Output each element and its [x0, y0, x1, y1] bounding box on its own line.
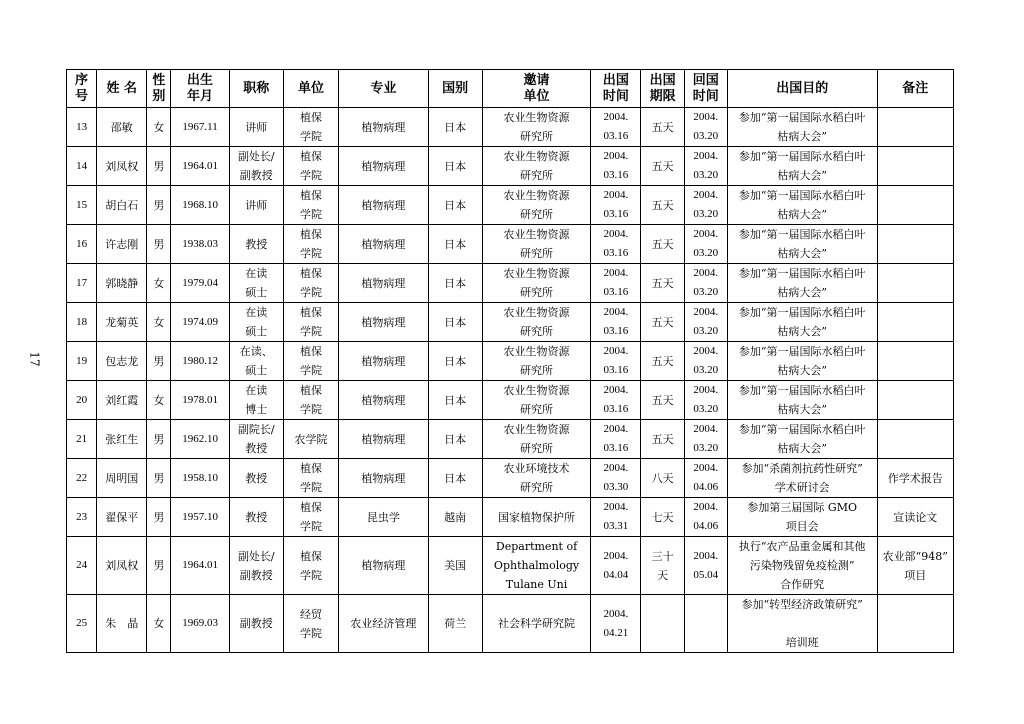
- cell-note: [877, 186, 953, 225]
- cell-note: 农业部“948” 项目: [877, 537, 953, 595]
- cell-country: 日本: [428, 303, 482, 342]
- cell-depart: 2004. 04.21: [591, 595, 641, 653]
- cell-return: 2004. 04.06: [684, 459, 727, 498]
- cell-unit: 植保 学院: [283, 186, 338, 225]
- cell-depart: 2004. 03.16: [591, 303, 641, 342]
- cell-unit: 经贸 学院: [283, 595, 338, 653]
- cell-purpose: 参加“第一届国际水稻白叶 枯病大会”: [727, 303, 877, 342]
- cell-depart: 2004. 03.16: [591, 381, 641, 420]
- cell-country: 日本: [428, 381, 482, 420]
- cell-duration: 七天: [641, 498, 684, 537]
- cell-major: 植物病理: [339, 303, 428, 342]
- cell-inviter: 农业生物资源 研究所: [482, 342, 590, 381]
- cell-major: 植物病理: [339, 264, 428, 303]
- cell-sex: 女: [147, 264, 171, 303]
- cell-depart: 2004. 03.16: [591, 342, 641, 381]
- cell-name: 邵敏: [97, 108, 147, 147]
- cell-duration: 三十 天: [641, 537, 684, 595]
- cell-inviter: 农业生物资源 研究所: [482, 381, 590, 420]
- cell-depart: 2004. 03.16: [591, 264, 641, 303]
- cell-no: 21: [67, 420, 97, 459]
- cell-purpose: 参加“转型经济政策研究” 培训班: [727, 595, 877, 653]
- cell-no: 20: [67, 381, 97, 420]
- cell-purpose: 参加“第一届国际水稻白叶 枯病大会”: [727, 381, 877, 420]
- header-col-country: 国别: [428, 70, 482, 108]
- cell-name: 朱 晶: [97, 595, 147, 653]
- cell-depart: 2004. 03.16: [591, 186, 641, 225]
- cell-purpose: 执行“农产品重金属和其他 污染物残留免疫检测” 合作研究: [727, 537, 877, 595]
- cell-name: 胡白石: [97, 186, 147, 225]
- table-body: [67, 108, 954, 653]
- cell-depart: 2004. 03.31: [591, 498, 641, 537]
- cell-duration: 五天: [641, 225, 684, 264]
- header-col-inviter: 邀请 单位: [482, 70, 590, 108]
- cell-title: 副处长/ 副教授: [229, 147, 283, 186]
- cell-note: [877, 147, 953, 186]
- cell-title: 教授: [229, 498, 283, 537]
- cell-country: 越南: [428, 498, 482, 537]
- cell-depart: 2004. 03.16: [591, 420, 641, 459]
- cell-title: 副处长/ 副教授: [229, 537, 283, 595]
- cell-major: 植物病理: [339, 147, 428, 186]
- table-row: [67, 537, 954, 595]
- header-col-duration: 出国 期限: [641, 70, 684, 108]
- cell-birth: 1969.03: [171, 595, 229, 653]
- cell-birth: 1964.01: [171, 537, 229, 595]
- header-col-return: 回国 时间: [684, 70, 727, 108]
- table-row: [67, 147, 954, 186]
- cell-country: 日本: [428, 186, 482, 225]
- cell-sex: 男: [147, 537, 171, 595]
- cell-country: 日本: [428, 147, 482, 186]
- cell-no: 13: [67, 108, 97, 147]
- cell-inviter: 农业生物资源 研究所: [482, 108, 590, 147]
- cell-purpose: 参加“第一届国际水稻白叶 枯病大会”: [727, 147, 877, 186]
- table-row: [67, 108, 954, 147]
- cell-title: 教授: [229, 225, 283, 264]
- table-header-row: [67, 70, 954, 108]
- cell-unit: 植保 学院: [283, 342, 338, 381]
- cell-inviter: 国家植物保护所: [482, 498, 590, 537]
- table-row: [67, 264, 954, 303]
- cell-return: 2004. 03.20: [684, 108, 727, 147]
- cell-name: 张红生: [97, 420, 147, 459]
- cell-no: 18: [67, 303, 97, 342]
- cell-purpose: 参加“第一届国际水稻白叶 枯病大会”: [727, 264, 877, 303]
- header-col-title: 职称: [229, 70, 283, 108]
- cell-unit: 植保 学院: [283, 498, 338, 537]
- cell-country: 日本: [428, 264, 482, 303]
- cell-no: 25: [67, 595, 97, 653]
- cell-sex: 男: [147, 186, 171, 225]
- cell-birth: 1978.01: [171, 381, 229, 420]
- cell-sex: 男: [147, 342, 171, 381]
- cell-return: 2004. 03.20: [684, 303, 727, 342]
- cell-duration: 五天: [641, 303, 684, 342]
- cell-sex: 男: [147, 225, 171, 264]
- cell-unit: 植保 学院: [283, 303, 338, 342]
- cell-birth: 1968.10: [171, 186, 229, 225]
- cell-note: [877, 264, 953, 303]
- header-col-depart: 出国 时间: [591, 70, 641, 108]
- cell-unit: 植保 学院: [283, 264, 338, 303]
- cell-name: 郭晓静: [97, 264, 147, 303]
- cell-duration: 五天: [641, 264, 684, 303]
- cell-no: 22: [67, 459, 97, 498]
- cell-note: [877, 303, 953, 342]
- cell-depart: 2004. 03.16: [591, 225, 641, 264]
- cell-sex: 男: [147, 420, 171, 459]
- cell-sex: 男: [147, 459, 171, 498]
- cell-unit: 农学院: [283, 420, 338, 459]
- cell-sex: 女: [147, 108, 171, 147]
- cell-birth: 1938.03: [171, 225, 229, 264]
- cell-unit: 植保 学院: [283, 459, 338, 498]
- cell-no: 14: [67, 147, 97, 186]
- cell-country: 荷兰: [428, 595, 482, 653]
- cell-return: 2004. 03.20: [684, 264, 727, 303]
- cell-name: 包志龙: [97, 342, 147, 381]
- cell-return: 2004. 03.20: [684, 342, 727, 381]
- header-col-no: 序 号: [67, 70, 97, 108]
- cell-major: 植物病理: [339, 186, 428, 225]
- cell-birth: 1958.10: [171, 459, 229, 498]
- cell-duration: 五天: [641, 108, 684, 147]
- cell-return: 2004. 03.20: [684, 186, 727, 225]
- cell-no: 17: [67, 264, 97, 303]
- table-row: [67, 342, 954, 381]
- cell-return: 2004. 05.04: [684, 537, 727, 595]
- cell-birth: 1957.10: [171, 498, 229, 537]
- cell-major: 植物病理: [339, 420, 428, 459]
- cell-title: 讲师: [229, 108, 283, 147]
- cell-major: 植物病理: [339, 537, 428, 595]
- cell-no: 24: [67, 537, 97, 595]
- cell-duration: 五天: [641, 420, 684, 459]
- cell-inviter: 农业生物资源 研究所: [482, 420, 590, 459]
- header-col-purpose: 出国目的: [727, 70, 877, 108]
- table-row: [67, 595, 954, 653]
- cell-title: 副教授: [229, 595, 283, 653]
- cell-purpose: 参加“第一届国际水稻白叶 枯病大会”: [727, 342, 877, 381]
- table-row: [67, 498, 954, 537]
- table-row: [67, 420, 954, 459]
- table-row: [67, 225, 954, 264]
- cell-country: 日本: [428, 342, 482, 381]
- cell-return: 2004. 03.20: [684, 147, 727, 186]
- cell-country: 日本: [428, 420, 482, 459]
- cell-major: 植物病理: [339, 459, 428, 498]
- cell-name: 刘凤权: [97, 537, 147, 595]
- cell-title: 讲师: [229, 186, 283, 225]
- cell-unit: 植保 学院: [283, 537, 338, 595]
- header-col-name: 姓 名: [97, 70, 147, 108]
- cell-purpose: 参加“第一届国际水稻白叶 枯病大会”: [727, 225, 877, 264]
- cell-duration: 五天: [641, 342, 684, 381]
- cell-name: 刘凤权: [97, 147, 147, 186]
- cell-return: [684, 595, 727, 653]
- cell-birth: 1979.04: [171, 264, 229, 303]
- cell-name: 许志刚: [97, 225, 147, 264]
- cell-country: 美国: [428, 537, 482, 595]
- cell-purpose: 参加第三届国际 GMO 项目会: [727, 498, 877, 537]
- cell-inviter: 农业生物资源 研究所: [482, 147, 590, 186]
- cell-inviter: 农业生物资源 研究所: [482, 225, 590, 264]
- cell-note: [877, 595, 953, 653]
- cell-purpose: 参加“杀菌剂抗药性研究” 学术研讨会: [727, 459, 877, 498]
- cell-unit: 植保 学院: [283, 147, 338, 186]
- cell-no: 16: [67, 225, 97, 264]
- cell-name: 龙菊英: [97, 303, 147, 342]
- cell-unit: 植保 学院: [283, 108, 338, 147]
- cell-inviter: 社会科学研究院: [482, 595, 590, 653]
- cell-country: 日本: [428, 459, 482, 498]
- cell-note: [877, 381, 953, 420]
- table-row: [67, 459, 954, 498]
- cell-duration: 五天: [641, 381, 684, 420]
- header-col-major: 专业: [339, 70, 428, 108]
- cell-major: 植物病理: [339, 108, 428, 147]
- cell-sex: 男: [147, 498, 171, 537]
- cell-country: 日本: [428, 225, 482, 264]
- cell-depart: 2004. 03.16: [591, 147, 641, 186]
- cell-no: 19: [67, 342, 97, 381]
- cell-name: 翟保平: [97, 498, 147, 537]
- cell-depart: 2004. 04.04: [591, 537, 641, 595]
- cell-depart: 2004. 03.30: [591, 459, 641, 498]
- cell-note: 作学术报告: [877, 459, 953, 498]
- cell-note: [877, 108, 953, 147]
- cell-duration: 五天: [641, 147, 684, 186]
- cell-major: 植物病理: [339, 342, 428, 381]
- header-col-unit: 单位: [283, 70, 338, 108]
- cell-return: 2004. 03.20: [684, 420, 727, 459]
- cell-purpose: 参加“第一届国际水稻白叶 枯病大会”: [727, 420, 877, 459]
- cell-sex: 男: [147, 147, 171, 186]
- cell-title: 在读 硕士: [229, 264, 283, 303]
- cell-duration: 五天: [641, 186, 684, 225]
- cell-inviter: 农业环境技术 研究所: [482, 459, 590, 498]
- cell-name: 刘红霞: [97, 381, 147, 420]
- cell-country: 日本: [428, 108, 482, 147]
- cell-birth: 1964.01: [171, 147, 229, 186]
- cell-return: 2004. 04.06: [684, 498, 727, 537]
- cell-inviter: Department of Ophthalmology Tulane Uni: [482, 537, 590, 595]
- cell-birth: 1967.11: [171, 108, 229, 147]
- header-col-note: 备注: [877, 70, 953, 108]
- cell-major: 农业经济管理: [339, 595, 428, 653]
- cell-sex: 女: [147, 381, 171, 420]
- cell-title: 在读 硕士: [229, 303, 283, 342]
- cell-no: 23: [67, 498, 97, 537]
- cell-title: 教授: [229, 459, 283, 498]
- cell-birth: 1974.09: [171, 303, 229, 342]
- header-col-sex: 性 别: [147, 70, 171, 108]
- cell-unit: 植保 学院: [283, 225, 338, 264]
- header-col-birth: 出生 年月: [171, 70, 229, 108]
- cell-name: 周明国: [97, 459, 147, 498]
- cell-unit: 植保 学院: [283, 381, 338, 420]
- cell-note: [877, 342, 953, 381]
- cell-depart: 2004. 03.16: [591, 108, 641, 147]
- table-row: [67, 303, 954, 342]
- cell-purpose: 参加“第一届国际水稻白叶 枯病大会”: [727, 108, 877, 147]
- cell-title: 在读 博士: [229, 381, 283, 420]
- cell-birth: 1962.10: [171, 420, 229, 459]
- cell-major: 昆虫学: [339, 498, 428, 537]
- cell-inviter: 农业生物资源 研究所: [482, 186, 590, 225]
- table-row: [67, 186, 954, 225]
- cell-note: 宣读论文: [877, 498, 953, 537]
- cell-inviter: 农业生物资源 研究所: [482, 303, 590, 342]
- cell-major: 植物病理: [339, 381, 428, 420]
- cell-inviter: 农业生物资源 研究所: [482, 264, 590, 303]
- cell-note: [877, 225, 953, 264]
- cell-sex: 女: [147, 303, 171, 342]
- abroad-travel-table: [66, 69, 954, 653]
- cell-note: [877, 420, 953, 459]
- cell-duration: [641, 595, 684, 653]
- cell-major: 植物病理: [339, 225, 428, 264]
- cell-title: 副院长/ 教授: [229, 420, 283, 459]
- cell-return: 2004. 03.20: [684, 225, 727, 264]
- cell-purpose: 参加“第一届国际水稻白叶 枯病大会”: [727, 186, 877, 225]
- cell-title: 在读、 硕士: [229, 342, 283, 381]
- cell-birth: 1980.12: [171, 342, 229, 381]
- cell-return: 2004. 03.20: [684, 381, 727, 420]
- cell-no: 15: [67, 186, 97, 225]
- table-row: [67, 381, 954, 420]
- cell-duration: 八天: [641, 459, 684, 498]
- page-number: 17: [27, 351, 42, 367]
- cell-sex: 女: [147, 595, 171, 653]
